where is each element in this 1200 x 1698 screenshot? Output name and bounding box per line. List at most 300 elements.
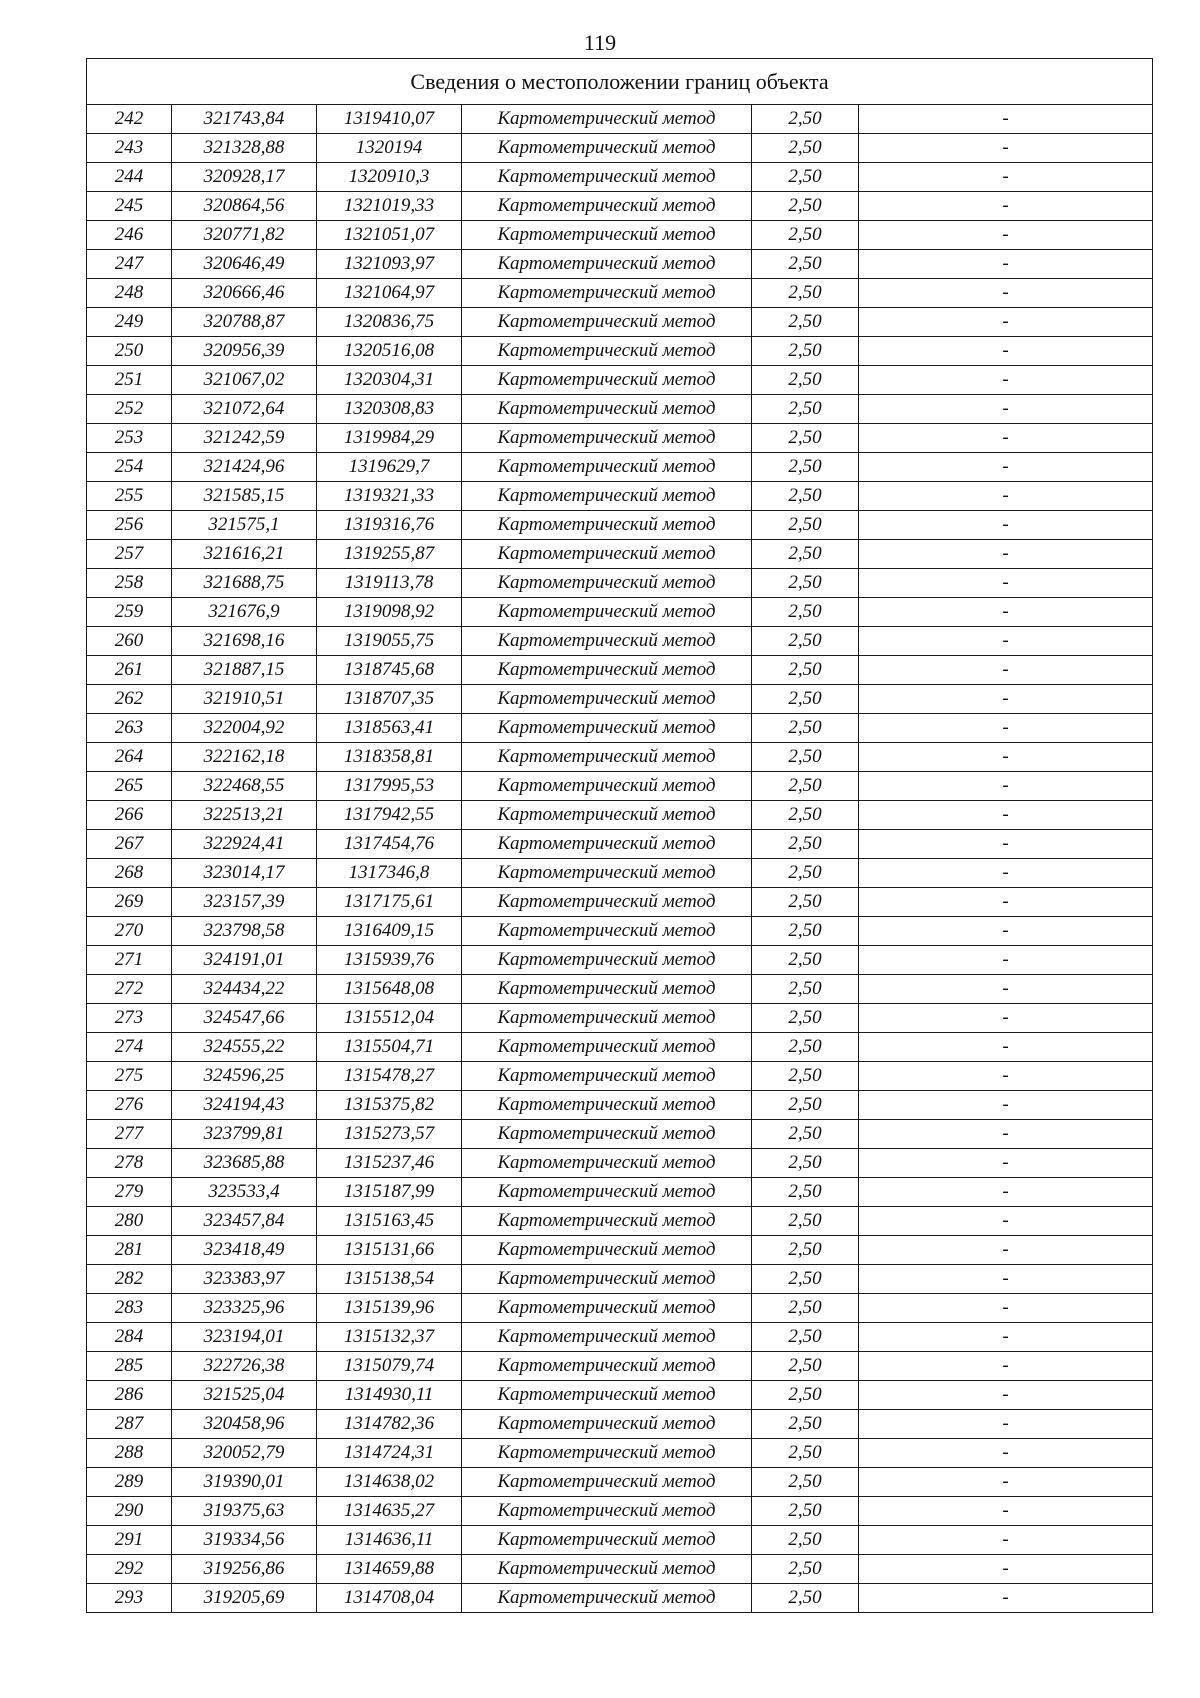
- method-cell: Картометрический метод: [462, 946, 752, 975]
- point-number-cell: 290: [87, 1497, 172, 1526]
- description-cell: -: [859, 627, 1153, 656]
- precision-cell: 2,50: [752, 250, 859, 279]
- method-cell: Картометрический метод: [462, 1323, 752, 1352]
- y-coordinate-cell: 1320910,3: [317, 163, 462, 192]
- description-cell: -: [859, 1526, 1153, 1555]
- method-cell: Картометрический метод: [462, 511, 752, 540]
- description-cell: -: [859, 134, 1153, 163]
- description-cell: -: [859, 1236, 1153, 1265]
- point-number-cell: 289: [87, 1468, 172, 1497]
- y-coordinate-cell: 1318745,68: [317, 656, 462, 685]
- x-coordinate-cell: 319256,86: [172, 1555, 317, 1584]
- y-coordinate-cell: 1319098,92: [317, 598, 462, 627]
- method-cell: Картометрический метод: [462, 424, 752, 453]
- y-coordinate-cell: 1314782,36: [317, 1410, 462, 1439]
- point-number-cell: 261: [87, 656, 172, 685]
- precision-cell: 2,50: [752, 1149, 859, 1178]
- description-cell: -: [859, 511, 1153, 540]
- table-row: [87, 917, 1153, 946]
- precision-cell: 2,50: [752, 424, 859, 453]
- table-row: [87, 1555, 1153, 1584]
- x-coordinate-cell: 323533,4: [172, 1178, 317, 1207]
- table-row: [87, 1439, 1153, 1468]
- description-cell: -: [859, 1497, 1153, 1526]
- description-cell: -: [859, 772, 1153, 801]
- table-row: [87, 308, 1153, 337]
- description-cell: -: [859, 1410, 1153, 1439]
- table-row: [87, 772, 1153, 801]
- precision-cell: 2,50: [752, 308, 859, 337]
- description-cell: -: [859, 1468, 1153, 1497]
- y-coordinate-cell: 1319410,07: [317, 105, 462, 134]
- point-number-cell: 247: [87, 250, 172, 279]
- table-row: [87, 656, 1153, 685]
- y-coordinate-cell: 1317346,8: [317, 859, 462, 888]
- method-cell: Картометрический метод: [462, 163, 752, 192]
- point-number-cell: 273: [87, 1004, 172, 1033]
- y-coordinate-cell: 1314930,11: [317, 1381, 462, 1410]
- description-cell: -: [859, 888, 1153, 917]
- y-coordinate-cell: 1314708,04: [317, 1584, 462, 1613]
- precision-cell: 2,50: [752, 1439, 859, 1468]
- method-cell: Картометрический метод: [462, 1584, 752, 1613]
- point-number-cell: 257: [87, 540, 172, 569]
- description-cell: -: [859, 105, 1153, 134]
- method-cell: Картометрический метод: [462, 395, 752, 424]
- x-coordinate-cell: 319390,01: [172, 1468, 317, 1497]
- point-number-cell: 258: [87, 569, 172, 598]
- precision-cell: 2,50: [752, 1584, 859, 1613]
- x-coordinate-cell: 319334,56: [172, 1526, 317, 1555]
- method-cell: Картометрический метод: [462, 366, 752, 395]
- precision-cell: 2,50: [752, 1120, 859, 1149]
- table-row: [87, 1410, 1153, 1439]
- point-number-cell: 252: [87, 395, 172, 424]
- y-coordinate-cell: 1315648,08: [317, 975, 462, 1004]
- x-coordinate-cell: 321688,75: [172, 569, 317, 598]
- table-row: [87, 627, 1153, 656]
- method-cell: Картометрический метод: [462, 801, 752, 830]
- y-coordinate-cell: 1315131,66: [317, 1236, 462, 1265]
- y-coordinate-cell: 1316409,15: [317, 917, 462, 946]
- precision-cell: 2,50: [752, 1555, 859, 1584]
- x-coordinate-cell: 323798,58: [172, 917, 317, 946]
- description-cell: -: [859, 743, 1153, 772]
- method-cell: Картометрический метод: [462, 772, 752, 801]
- precision-cell: 2,50: [752, 105, 859, 134]
- table-row: [87, 801, 1153, 830]
- table-row: [87, 1584, 1153, 1613]
- boundary-coordinates-table: [86, 58, 1153, 1613]
- method-cell: Картометрический метод: [462, 627, 752, 656]
- x-coordinate-cell: 322468,55: [172, 772, 317, 801]
- y-coordinate-cell: 1317175,61: [317, 888, 462, 917]
- precision-cell: 2,50: [752, 598, 859, 627]
- point-number-cell: 288: [87, 1439, 172, 1468]
- table-row: [87, 685, 1153, 714]
- x-coordinate-cell: 323194,01: [172, 1323, 317, 1352]
- description-cell: -: [859, 1207, 1153, 1236]
- precision-cell: 2,50: [752, 685, 859, 714]
- y-coordinate-cell: 1314724,31: [317, 1439, 462, 1468]
- method-cell: Картометрический метод: [462, 1381, 752, 1410]
- x-coordinate-cell: 324194,43: [172, 1091, 317, 1120]
- precision-cell: 2,50: [752, 714, 859, 743]
- method-cell: Картометрический метод: [462, 685, 752, 714]
- table-row: [87, 1004, 1153, 1033]
- precision-cell: 2,50: [752, 801, 859, 830]
- table-row: [87, 1033, 1153, 1062]
- y-coordinate-cell: 1319316,76: [317, 511, 462, 540]
- x-coordinate-cell: 320956,39: [172, 337, 317, 366]
- method-cell: Картометрический метод: [462, 337, 752, 366]
- point-number-cell: 251: [87, 366, 172, 395]
- precision-cell: 2,50: [752, 337, 859, 366]
- description-cell: -: [859, 685, 1153, 714]
- precision-cell: 2,50: [752, 134, 859, 163]
- table-row: [87, 1468, 1153, 1497]
- description-cell: -: [859, 1149, 1153, 1178]
- method-cell: Картометрический метод: [462, 1439, 752, 1468]
- table-row: [87, 975, 1153, 1004]
- point-number-cell: 246: [87, 221, 172, 250]
- precision-cell: 2,50: [752, 772, 859, 801]
- precision-cell: 2,50: [752, 192, 859, 221]
- page-number: 119: [583, 30, 617, 55]
- x-coordinate-cell: 324547,66: [172, 1004, 317, 1033]
- table-row: [87, 1236, 1153, 1265]
- y-coordinate-cell: 1320304,31: [317, 366, 462, 395]
- precision-cell: 2,50: [752, 221, 859, 250]
- x-coordinate-cell: 321616,21: [172, 540, 317, 569]
- table-row: [87, 888, 1153, 917]
- x-coordinate-cell: 322162,18: [172, 743, 317, 772]
- x-coordinate-cell: 321698,16: [172, 627, 317, 656]
- method-cell: Картометрический метод: [462, 1526, 752, 1555]
- y-coordinate-cell: 1315079,74: [317, 1352, 462, 1381]
- point-number-cell: 248: [87, 279, 172, 308]
- x-coordinate-cell: 324555,22: [172, 1033, 317, 1062]
- description-cell: -: [859, 1584, 1153, 1613]
- x-coordinate-cell: 323685,88: [172, 1149, 317, 1178]
- y-coordinate-cell: 1319984,29: [317, 424, 462, 453]
- precision-cell: 2,50: [752, 279, 859, 308]
- y-coordinate-cell: 1321093,97: [317, 250, 462, 279]
- table-row: [87, 830, 1153, 859]
- point-number-cell: 276: [87, 1091, 172, 1120]
- method-cell: Картометрический метод: [462, 279, 752, 308]
- table-row: [87, 511, 1153, 540]
- description-cell: -: [859, 453, 1153, 482]
- method-cell: Картометрический метод: [462, 714, 752, 743]
- method-cell: Картометрический метод: [462, 1497, 752, 1526]
- y-coordinate-cell: 1320194: [317, 134, 462, 163]
- y-coordinate-cell: 1314659,88: [317, 1555, 462, 1584]
- description-cell: -: [859, 163, 1153, 192]
- y-coordinate-cell: 1319255,87: [317, 540, 462, 569]
- table-row: [87, 453, 1153, 482]
- x-coordinate-cell: 321328,88: [172, 134, 317, 163]
- method-cell: Картометрический метод: [462, 1352, 752, 1381]
- y-coordinate-cell: 1315375,82: [317, 1091, 462, 1120]
- precision-cell: 2,50: [752, 1381, 859, 1410]
- x-coordinate-cell: 323799,81: [172, 1120, 317, 1149]
- table-row: [87, 598, 1153, 627]
- y-coordinate-cell: 1319629,7: [317, 453, 462, 482]
- point-number-cell: 262: [87, 685, 172, 714]
- table-row: [87, 859, 1153, 888]
- method-cell: Картометрический метод: [462, 1294, 752, 1323]
- precision-cell: 2,50: [752, 511, 859, 540]
- x-coordinate-cell: 322004,92: [172, 714, 317, 743]
- precision-cell: 2,50: [752, 540, 859, 569]
- description-cell: -: [859, 801, 1153, 830]
- description-cell: -: [859, 1033, 1153, 1062]
- point-number-cell: 254: [87, 453, 172, 482]
- precision-cell: 2,50: [752, 1062, 859, 1091]
- point-number-cell: 265: [87, 772, 172, 801]
- y-coordinate-cell: 1314636,11: [317, 1526, 462, 1555]
- point-number-cell: 267: [87, 830, 172, 859]
- y-coordinate-cell: 1315138,54: [317, 1265, 462, 1294]
- method-cell: Картометрический метод: [462, 917, 752, 946]
- precision-cell: 2,50: [752, 1410, 859, 1439]
- table-row: [87, 1207, 1153, 1236]
- x-coordinate-cell: 321424,96: [172, 453, 317, 482]
- table-row: [87, 1352, 1153, 1381]
- precision-cell: 2,50: [752, 1091, 859, 1120]
- y-coordinate-cell: 1321064,97: [317, 279, 462, 308]
- method-cell: Картометрический метод: [462, 134, 752, 163]
- y-coordinate-cell: 1318563,41: [317, 714, 462, 743]
- y-coordinate-cell: 1315504,71: [317, 1033, 462, 1062]
- point-number-cell: 255: [87, 482, 172, 511]
- precision-cell: 2,50: [752, 1352, 859, 1381]
- precision-cell: 2,50: [752, 1236, 859, 1265]
- y-coordinate-cell: 1317454,76: [317, 830, 462, 859]
- point-number-cell: 277: [87, 1120, 172, 1149]
- y-coordinate-cell: 1319113,78: [317, 569, 462, 598]
- point-number-cell: 281: [87, 1236, 172, 1265]
- table-row: [87, 1497, 1153, 1526]
- y-coordinate-cell: 1317995,53: [317, 772, 462, 801]
- x-coordinate-cell: 319205,69: [172, 1584, 317, 1613]
- description-cell: -: [859, 598, 1153, 627]
- precision-cell: 2,50: [752, 1497, 859, 1526]
- table-row: [87, 1178, 1153, 1207]
- description-cell: -: [859, 250, 1153, 279]
- y-coordinate-cell: 1319055,75: [317, 627, 462, 656]
- point-number-cell: 293: [87, 1584, 172, 1613]
- precision-cell: 2,50: [752, 656, 859, 685]
- description-cell: -: [859, 308, 1153, 337]
- precision-cell: 2,50: [752, 743, 859, 772]
- point-number-cell: 286: [87, 1381, 172, 1410]
- method-cell: Картометрический метод: [462, 1178, 752, 1207]
- method-cell: Картометрический метод: [462, 1149, 752, 1178]
- point-number-cell: 274: [87, 1033, 172, 1062]
- description-cell: -: [859, 1381, 1153, 1410]
- precision-cell: 2,50: [752, 1207, 859, 1236]
- y-coordinate-cell: 1314638,02: [317, 1468, 462, 1497]
- point-number-cell: 242: [87, 105, 172, 134]
- method-cell: Картометрический метод: [462, 453, 752, 482]
- point-number-cell: 269: [87, 888, 172, 917]
- description-cell: -: [859, 221, 1153, 250]
- method-cell: Картометрический метод: [462, 540, 752, 569]
- precision-cell: 2,50: [752, 1033, 859, 1062]
- table-row: [87, 279, 1153, 308]
- precision-cell: 2,50: [752, 1468, 859, 1497]
- table-title: Сведения о местоположении границ объекта: [87, 59, 1153, 105]
- point-number-cell: 278: [87, 1149, 172, 1178]
- point-number-cell: 287: [87, 1410, 172, 1439]
- table-row: [87, 714, 1153, 743]
- point-number-cell: 283: [87, 1294, 172, 1323]
- x-coordinate-cell: 324596,25: [172, 1062, 317, 1091]
- method-cell: Картометрический метод: [462, 1091, 752, 1120]
- description-cell: -: [859, 424, 1153, 453]
- method-cell: Картометрический метод: [462, 859, 752, 888]
- method-cell: Картометрический метод: [462, 1555, 752, 1584]
- y-coordinate-cell: 1315273,57: [317, 1120, 462, 1149]
- method-cell: Картометрический метод: [462, 1265, 752, 1294]
- x-coordinate-cell: 320666,46: [172, 279, 317, 308]
- point-number-cell: 279: [87, 1178, 172, 1207]
- x-coordinate-cell: 321887,15: [172, 656, 317, 685]
- description-cell: -: [859, 279, 1153, 308]
- description-cell: -: [859, 1323, 1153, 1352]
- point-number-cell: 245: [87, 192, 172, 221]
- x-coordinate-cell: 320864,56: [172, 192, 317, 221]
- table-row: [87, 163, 1153, 192]
- x-coordinate-cell: 323014,17: [172, 859, 317, 888]
- x-coordinate-cell: 320052,79: [172, 1439, 317, 1468]
- description-cell: -: [859, 1178, 1153, 1207]
- table-row: [87, 337, 1153, 366]
- y-coordinate-cell: 1315478,27: [317, 1062, 462, 1091]
- point-number-cell: 284: [87, 1323, 172, 1352]
- point-number-cell: 291: [87, 1526, 172, 1555]
- x-coordinate-cell: 322726,38: [172, 1352, 317, 1381]
- method-cell: Картометрический метод: [462, 1120, 752, 1149]
- method-cell: Картометрический метод: [462, 1004, 752, 1033]
- table-row: [87, 1120, 1153, 1149]
- x-coordinate-cell: 321743,84: [172, 105, 317, 134]
- method-cell: Картометрический метод: [462, 569, 752, 598]
- precision-cell: 2,50: [752, 569, 859, 598]
- description-cell: -: [859, 859, 1153, 888]
- point-number-cell: 266: [87, 801, 172, 830]
- method-cell: Картометрический метод: [462, 192, 752, 221]
- description-cell: -: [859, 1555, 1153, 1584]
- table-row: [87, 540, 1153, 569]
- y-coordinate-cell: 1315132,37: [317, 1323, 462, 1352]
- description-cell: -: [859, 714, 1153, 743]
- method-cell: Картометрический метод: [462, 1207, 752, 1236]
- description-cell: -: [859, 482, 1153, 511]
- table-row: [87, 743, 1153, 772]
- description-cell: -: [859, 946, 1153, 975]
- x-coordinate-cell: 321525,04: [172, 1381, 317, 1410]
- x-coordinate-cell: 320771,82: [172, 221, 317, 250]
- y-coordinate-cell: 1315163,45: [317, 1207, 462, 1236]
- point-number-cell: 270: [87, 917, 172, 946]
- precision-cell: 2,50: [752, 366, 859, 395]
- method-cell: Картометрический метод: [462, 598, 752, 627]
- table-row: [87, 366, 1153, 395]
- description-cell: -: [859, 192, 1153, 221]
- description-cell: -: [859, 366, 1153, 395]
- table-row: [87, 192, 1153, 221]
- point-number-cell: 249: [87, 308, 172, 337]
- description-cell: -: [859, 1120, 1153, 1149]
- description-cell: -: [859, 337, 1153, 366]
- point-number-cell: 282: [87, 1265, 172, 1294]
- x-coordinate-cell: 321242,59: [172, 424, 317, 453]
- method-cell: Картометрический метод: [462, 888, 752, 917]
- table-row: [87, 395, 1153, 424]
- y-coordinate-cell: 1315187,99: [317, 1178, 462, 1207]
- precision-cell: 2,50: [752, 1323, 859, 1352]
- point-number-cell: 285: [87, 1352, 172, 1381]
- x-coordinate-cell: 324191,01: [172, 946, 317, 975]
- method-cell: Картометрический метод: [462, 1410, 752, 1439]
- y-coordinate-cell: 1320516,08: [317, 337, 462, 366]
- x-coordinate-cell: 320458,96: [172, 1410, 317, 1439]
- table-row: [87, 1091, 1153, 1120]
- point-number-cell: 253: [87, 424, 172, 453]
- precision-cell: 2,50: [752, 163, 859, 192]
- table-row: [87, 1294, 1153, 1323]
- x-coordinate-cell: 321072,64: [172, 395, 317, 424]
- method-cell: Картометрический метод: [462, 1468, 752, 1497]
- y-coordinate-cell: 1315939,76: [317, 946, 462, 975]
- description-cell: -: [859, 569, 1153, 598]
- precision-cell: 2,50: [752, 1294, 859, 1323]
- method-cell: Картометрический метод: [462, 975, 752, 1004]
- x-coordinate-cell: 323383,97: [172, 1265, 317, 1294]
- x-coordinate-cell: 320928,17: [172, 163, 317, 192]
- description-cell: -: [859, 1004, 1153, 1033]
- y-coordinate-cell: 1314635,27: [317, 1497, 462, 1526]
- table-row: [87, 105, 1153, 134]
- description-cell: -: [859, 975, 1153, 1004]
- y-coordinate-cell: 1319321,33: [317, 482, 462, 511]
- description-cell: -: [859, 1294, 1153, 1323]
- precision-cell: 2,50: [752, 830, 859, 859]
- x-coordinate-cell: 323157,39: [172, 888, 317, 917]
- table-row: [87, 1381, 1153, 1410]
- point-number-cell: 280: [87, 1207, 172, 1236]
- y-coordinate-cell: 1321019,33: [317, 192, 462, 221]
- point-number-cell: 264: [87, 743, 172, 772]
- x-coordinate-cell: 324434,22: [172, 975, 317, 1004]
- y-coordinate-cell: 1318707,35: [317, 685, 462, 714]
- precision-cell: 2,50: [752, 627, 859, 656]
- description-cell: -: [859, 1091, 1153, 1120]
- method-cell: Картометрический метод: [462, 221, 752, 250]
- point-number-cell: 275: [87, 1062, 172, 1091]
- precision-cell: 2,50: [752, 917, 859, 946]
- precision-cell: 2,50: [752, 1265, 859, 1294]
- x-coordinate-cell: 321585,15: [172, 482, 317, 511]
- y-coordinate-cell: 1320308,83: [317, 395, 462, 424]
- y-coordinate-cell: 1321051,07: [317, 221, 462, 250]
- description-cell: -: [859, 540, 1153, 569]
- point-number-cell: 292: [87, 1555, 172, 1584]
- y-coordinate-cell: 1315237,46: [317, 1149, 462, 1178]
